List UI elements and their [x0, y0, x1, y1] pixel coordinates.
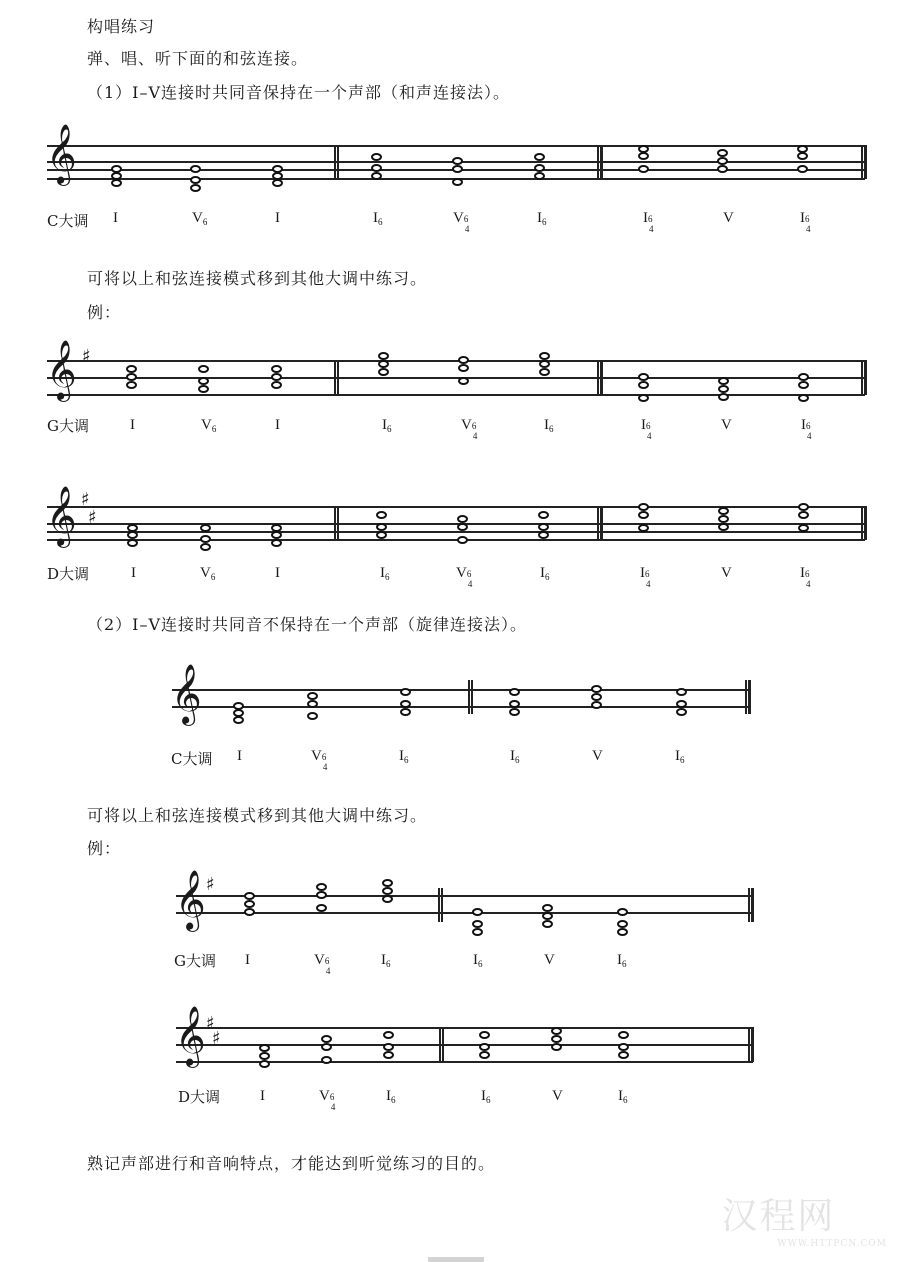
barline	[468, 680, 470, 714]
barline	[745, 680, 747, 714]
whole-note-icon	[233, 716, 244, 724]
staff-line	[47, 394, 865, 396]
whole-note-icon	[638, 503, 649, 511]
whole-note-icon	[126, 365, 137, 373]
chord-label: $V_6$	[200, 565, 216, 582]
chord-label: $I_6$	[540, 565, 550, 582]
chord-label: V	[721, 417, 732, 433]
chord-label: $I_6$	[373, 210, 383, 227]
watermark-logo	[721, 1188, 887, 1249]
chord-label: $I_6$	[617, 952, 627, 969]
whole-note-icon	[111, 179, 122, 187]
whole-note-icon	[717, 149, 728, 157]
chord-label: I 6 4	[643, 210, 654, 234]
whole-note-icon	[190, 176, 201, 184]
whole-note-icon	[539, 368, 550, 376]
treble-clef-icon: 𝄞	[175, 870, 206, 930]
barline	[600, 360, 603, 395]
chord-label: I	[275, 565, 280, 581]
whole-note-icon	[457, 536, 468, 544]
whole-note-icon	[244, 900, 255, 908]
whole-note-icon	[382, 887, 393, 895]
whole-note-icon	[126, 381, 137, 389]
chord-label: I	[237, 748, 242, 764]
whole-note-icon	[479, 1051, 490, 1059]
whole-note-icon	[538, 531, 549, 539]
whole-note-icon	[718, 393, 729, 401]
whole-note-icon	[316, 883, 327, 891]
key-label: C大调	[171, 750, 213, 768]
whole-note-icon	[509, 708, 520, 716]
key-label: G大调	[174, 952, 216, 970]
key-label: G大调	[47, 417, 89, 435]
whole-note-icon	[798, 511, 809, 519]
chord-label: I	[245, 952, 250, 968]
chord-label: V 6 4	[314, 952, 331, 976]
conclusion-text: 熟记声部进行和音响特点，才能达到听觉练习的目的。	[87, 1154, 496, 1173]
whole-note-icon	[479, 1031, 490, 1039]
barline	[442, 1027, 444, 1062]
whole-note-icon	[638, 394, 649, 402]
sharp-icon: ♯	[81, 489, 90, 510]
whole-note-icon	[307, 712, 318, 720]
chord-label: I	[130, 417, 135, 433]
barline	[334, 360, 336, 395]
whole-note-icon	[316, 904, 327, 912]
chord-label: V 6 4	[453, 210, 470, 234]
whole-note-icon	[378, 360, 389, 368]
whole-note-icon	[271, 373, 282, 381]
whole-note-icon	[458, 356, 469, 364]
barline	[439, 1027, 441, 1062]
whole-note-icon	[383, 1051, 394, 1059]
whole-note-icon	[376, 531, 387, 539]
barline	[337, 506, 339, 540]
whole-note-icon	[538, 523, 549, 531]
chord-label: $V_6$	[201, 417, 217, 434]
whole-note-icon	[534, 172, 545, 180]
barline	[597, 145, 599, 179]
chord-label: I	[275, 210, 280, 226]
barline	[471, 680, 473, 714]
whole-note-icon	[798, 524, 809, 532]
whole-note-icon	[638, 511, 649, 519]
whole-note-icon	[542, 904, 553, 912]
whole-note-icon	[244, 908, 255, 916]
whole-note-icon	[457, 515, 468, 523]
whole-note-icon	[718, 385, 729, 393]
whole-note-icon	[472, 908, 483, 916]
barline	[751, 1027, 754, 1062]
whole-note-icon	[542, 912, 553, 920]
whole-note-icon	[382, 895, 393, 903]
chord-label: V	[721, 565, 732, 581]
whole-note-icon	[378, 352, 389, 360]
whole-note-icon	[127, 539, 138, 547]
chord-label: V 6 4	[319, 1088, 336, 1112]
whole-note-icon	[591, 693, 602, 701]
intro-text: 弹、唱、听下面的和弦连接。	[87, 49, 309, 68]
barline	[748, 888, 750, 922]
staff-line	[176, 895, 753, 897]
whole-note-icon	[797, 152, 808, 160]
barline	[337, 360, 339, 395]
staff-line	[47, 531, 865, 533]
whole-note-icon	[591, 701, 602, 709]
page-title: 构唱练习	[87, 17, 156, 36]
watermark-title: 汉程网	[721, 1196, 836, 1237]
whole-note-icon	[371, 172, 382, 180]
chord-label: I 6 4	[640, 565, 651, 589]
chord-label: $I_6$	[386, 1088, 396, 1105]
barline	[597, 360, 599, 395]
whole-note-icon	[538, 511, 549, 519]
scrollbar-handle[interactable]	[428, 1257, 484, 1262]
whole-note-icon	[321, 1056, 332, 1064]
whole-note-icon	[126, 373, 137, 381]
chord-label: I 6 4	[641, 417, 652, 441]
whole-note-icon	[259, 1060, 270, 1068]
staff-line	[47, 523, 865, 525]
staff-line	[47, 360, 865, 362]
chord-label: V	[552, 1088, 563, 1104]
chord-label: $I_6$	[510, 748, 520, 765]
barline	[600, 145, 603, 179]
whole-note-icon	[200, 524, 211, 532]
whole-note-icon	[316, 891, 327, 899]
whole-note-icon	[190, 165, 201, 173]
barline	[748, 680, 751, 714]
whole-note-icon	[617, 908, 628, 916]
whole-note-icon	[638, 165, 649, 173]
whole-note-icon	[452, 165, 463, 173]
whole-note-icon	[383, 1031, 394, 1039]
section2-example-label: 例：	[87, 839, 122, 858]
chord-label: V	[544, 952, 555, 968]
whole-note-icon	[271, 531, 282, 539]
chord-label: I	[275, 417, 280, 433]
whole-note-icon	[676, 708, 687, 716]
whole-note-icon	[400, 708, 411, 716]
whole-note-icon	[271, 539, 282, 547]
whole-note-icon	[382, 879, 393, 887]
key-label: D大调	[178, 1088, 221, 1106]
whole-note-icon	[271, 365, 282, 373]
chord-label: $I_6$	[399, 748, 409, 765]
staff-line	[172, 706, 750, 708]
whole-note-icon	[509, 688, 520, 696]
whole-note-icon	[539, 352, 550, 360]
whole-note-icon	[307, 692, 318, 700]
whole-note-icon	[509, 700, 520, 708]
whole-note-icon	[551, 1027, 562, 1035]
whole-note-icon	[472, 920, 483, 928]
sharp-icon: ♯	[82, 346, 91, 367]
whole-note-icon	[797, 165, 808, 173]
chord-label: $I_6$	[537, 210, 547, 227]
whole-note-icon	[452, 157, 463, 165]
staff-line	[176, 912, 753, 914]
whole-note-icon	[618, 1043, 629, 1051]
chord-label: $V_6$	[192, 210, 208, 227]
barline	[748, 1027, 750, 1062]
staff-line	[47, 539, 865, 541]
whole-note-icon	[198, 385, 209, 393]
whole-note-icon	[717, 165, 728, 173]
chord-label: I 6 4	[801, 417, 812, 441]
treble-clef-icon: 𝄞	[46, 124, 77, 184]
whole-note-icon	[717, 157, 728, 165]
sharp-icon: ♯	[206, 1013, 215, 1034]
chord-label: $I_6$	[675, 748, 685, 765]
sharp-icon: ♯	[206, 874, 215, 895]
whole-note-icon	[479, 1043, 490, 1051]
whole-note-icon	[400, 688, 411, 696]
staff-line	[47, 506, 865, 508]
chord-label: $I_6$	[382, 417, 392, 434]
whole-note-icon	[638, 381, 649, 389]
whole-note-icon	[676, 700, 687, 708]
section2-transpose-note: 可将以上和弦连接模式移到其他大调中练习。	[87, 806, 428, 825]
barline	[864, 506, 867, 540]
whole-note-icon	[472, 928, 483, 936]
whole-note-icon	[676, 688, 687, 696]
barline	[334, 506, 336, 540]
barline	[861, 145, 863, 179]
barline	[600, 506, 603, 540]
whole-note-icon	[718, 523, 729, 531]
chord-label: $I_6$	[381, 952, 391, 969]
whole-note-icon	[259, 1052, 270, 1060]
barline	[861, 506, 863, 540]
whole-note-icon	[638, 373, 649, 381]
chord-label: V 6 4	[311, 748, 328, 772]
whole-note-icon	[618, 1051, 629, 1059]
whole-note-icon	[539, 360, 550, 368]
barline	[597, 506, 599, 540]
whole-note-icon	[127, 531, 138, 539]
sharp-icon: ♯	[212, 1028, 221, 1049]
whole-note-icon	[457, 523, 468, 531]
chord-label: I 6 4	[800, 565, 811, 589]
whole-note-icon	[542, 920, 553, 928]
whole-note-icon	[272, 179, 283, 187]
staff-line	[47, 377, 865, 379]
whole-note-icon	[321, 1043, 332, 1051]
whole-note-icon	[617, 920, 628, 928]
whole-note-icon	[198, 377, 209, 385]
barline	[337, 145, 339, 179]
whole-note-icon	[378, 368, 389, 376]
chord-label: I	[131, 565, 136, 581]
whole-note-icon	[200, 543, 211, 551]
whole-note-icon	[452, 178, 463, 186]
whole-note-icon	[307, 700, 318, 708]
whole-note-icon	[617, 928, 628, 936]
whole-note-icon	[321, 1035, 332, 1043]
whole-note-icon	[718, 507, 729, 515]
staff-line	[172, 689, 750, 691]
treble-clef-icon: 𝄞	[171, 664, 202, 724]
section2-heading: （2）Ⅰ–Ⅴ连接时共同音不保持在一个声部（旋律连接法）。	[87, 615, 528, 634]
whole-note-icon	[534, 153, 545, 161]
whole-note-icon	[718, 515, 729, 523]
barline	[334, 145, 336, 179]
whole-note-icon	[534, 164, 545, 172]
whole-note-icon	[271, 381, 282, 389]
whole-note-icon	[551, 1035, 562, 1043]
whole-note-icon	[376, 511, 387, 519]
staff-line	[176, 1027, 753, 1029]
key-label: D大调	[47, 565, 90, 583]
whole-note-icon	[638, 152, 649, 160]
chord-label: $I_6$	[473, 952, 483, 969]
whole-note-icon	[400, 700, 411, 708]
barline	[751, 888, 754, 922]
chord-label: I 6 4	[800, 210, 811, 234]
whole-note-icon	[591, 685, 602, 693]
whole-note-icon	[371, 153, 382, 161]
chord-label: $I_6$	[380, 565, 390, 582]
barline	[861, 360, 863, 395]
whole-note-icon	[458, 364, 469, 372]
whole-note-icon	[458, 377, 469, 385]
whole-note-icon	[718, 377, 729, 385]
whole-note-icon	[371, 164, 382, 172]
whole-note-icon	[259, 1044, 270, 1052]
treble-clef-icon: 𝄞	[46, 340, 77, 400]
barline	[441, 888, 443, 922]
whole-note-icon	[200, 535, 211, 543]
whole-note-icon	[198, 365, 209, 373]
whole-note-icon	[190, 184, 201, 192]
whole-note-icon	[244, 892, 255, 900]
whole-note-icon	[798, 381, 809, 389]
section1-example-label: 例：	[87, 303, 122, 322]
chord-label: $I_6$	[481, 1088, 491, 1105]
whole-note-icon	[551, 1043, 562, 1051]
chord-label: $I_6$	[618, 1088, 628, 1105]
chord-label: I	[260, 1088, 265, 1104]
chord-label: V 6 4	[456, 565, 473, 589]
staff-line	[47, 145, 865, 147]
barline	[864, 360, 867, 395]
barline	[864, 145, 867, 179]
chord-label: $I_6$	[544, 417, 554, 434]
whole-note-icon	[638, 524, 649, 532]
treble-clef-icon: 𝄞	[46, 486, 77, 546]
treble-clef-icon: 𝄞	[175, 1006, 206, 1066]
key-label: C大调	[47, 212, 89, 230]
watermark-url: WWW.HTTPCN.COM	[777, 1239, 887, 1249]
barline	[438, 888, 440, 922]
chord-label: V	[723, 210, 734, 226]
whole-note-icon	[376, 523, 387, 531]
sharp-icon: ♯	[88, 507, 97, 528]
chord-label: I	[113, 210, 118, 226]
whole-note-icon	[383, 1043, 394, 1051]
chord-label: V 6 4	[461, 417, 478, 441]
whole-note-icon	[798, 373, 809, 381]
section1-transpose-note: 可将以上和弦连接模式移到其他大调中练习。	[87, 269, 428, 288]
whole-note-icon	[798, 503, 809, 511]
section1-heading: （1）Ⅰ–Ⅴ连接时共同音保持在一个声部（和声连接法）。	[87, 83, 511, 102]
chord-label: V	[592, 748, 603, 764]
whole-note-icon	[798, 394, 809, 402]
whole-note-icon	[618, 1031, 629, 1039]
